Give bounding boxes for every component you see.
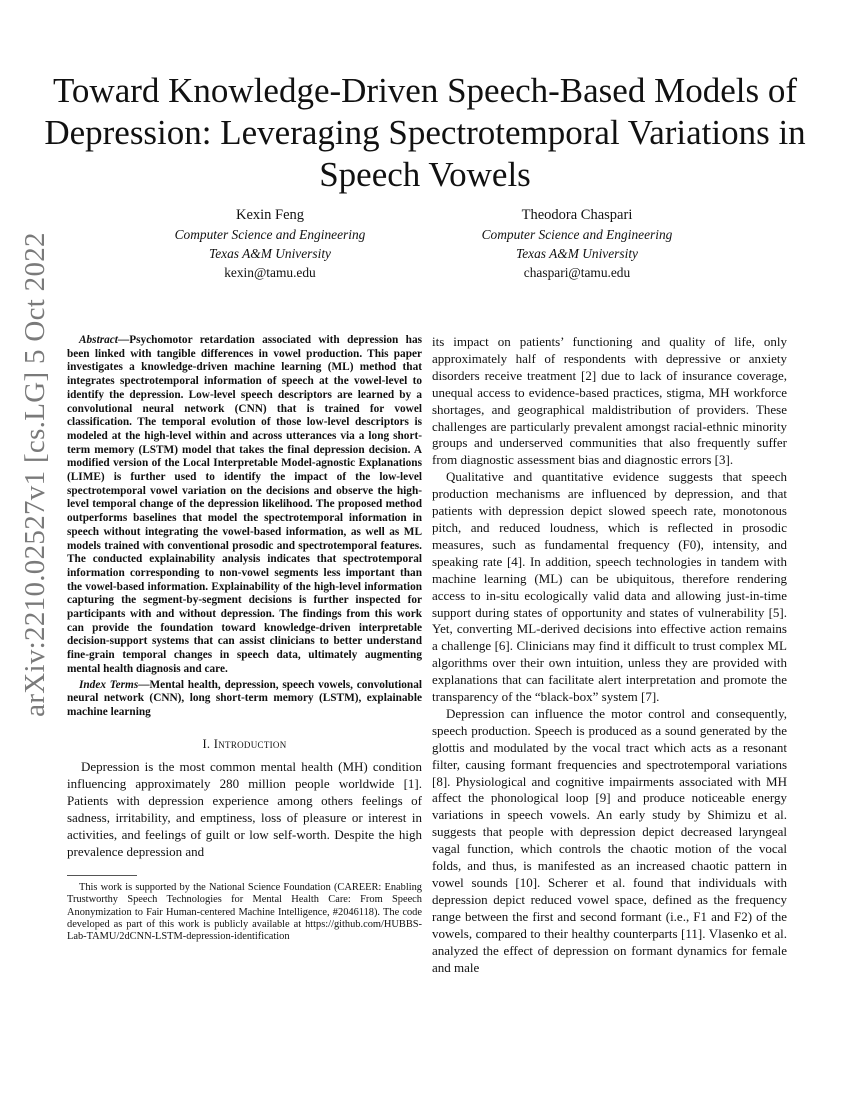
- author-department: Computer Science and Engineering: [481, 227, 673, 242]
- section-heading: I. Introduction: [202, 736, 287, 751]
- author-block-1: [120, 206, 420, 282]
- index-terms-label: Index Terms: [79, 678, 139, 691]
- author-block-2: [427, 206, 727, 282]
- left-column: [67, 334, 422, 944]
- author-email: chaspari@tamu.edu: [523, 265, 631, 280]
- body-paragraph: Depression can influence the motor control and consequently, speech production. Speech is produced as a sound generated by the glottis and modulated by the vocal tract which acts as a resonant filter, causing formant frequencies and spectrotemporal variations [8]. Physiological and cognitive impairments associated with MH affect the phonological loop [9] and produce noticeable energy variations in speech vowels. An early study by Shimizu et al. suggests that people with depression depict decreased laryngeal vagal function, which controls the chaotic motion of the vocal folds, and thus, is manifested as an increased chaotic pattern in vowel sounds [10]. Scherer et al. found that individuals with depression depict reduced vowel space, defined as the frequency range between the first and second formant (i.e., F1 and F2) of the vowels, compared to their healthy counterparts [11]. Vlasenko et al. analyzed the effect of depression on formant dynamics for female and male: [432, 705, 787, 975]
- abstract-text: —Psychomotor retardation associated with depression has been linked with tangible differences in vowel production. This paper investigates a knowledge-driven machine learning (ML) method that integrates spectrotemporal information of speech at the vowel-level to identify the depression. Low-level speech descriptors are learned by a convolutional neural network (CNN) that is trained for vowel classification. The temporal evolution of those low-level descriptors is modeled at the high-level within and across utterances via a long short-term memory (LSTM) model that takes the final depression decision. A modified version of the Local Interpretable Model-agnostic Explanations (LIME) is further used to identify the impact of the low-level spectrotemporal vowel variation on the decisions and observe the high-level temporal change of the depression likelihood. The proposed method outperforms baselines that model the spectrotemporal information in speech without integrating the vowel-based information, as well as ML models trained with conventional prosodic and spectrotemporal features. The conducted explainability analysis indicates that spectrotemporal information corresponding to non-vowel segments less important than the vowel-based information. Explainability of the high-level information capturing the segment-by-segment decisions is further inspected for participants with and without depression. The findings from this work can provide the foundation toward knowledge-driven interpretable decision-support systems that can assist clinicians to better understand fine-grain temporal changes in speech data, ultimately augmenting mental health diagnosis and care.: [67, 334, 422, 675]
- abstract: [67, 334, 422, 677]
- body-paragraph: Qualitative and quantitative evidence suggests that speech production mechanisms are influenced by depression, and that patients with depression depict slowed speech rate, monotonous pitch, and reduced loudness, which is reflected in prosodic measures, such as fundamental frequency (F0), intensity, and speaking rate [4]. In addition, speech technologies in tandem with machine learning (ML) can be ubiquitous, therefore rendering access to in-situ ecologically valid data and allowing just-in-time support during states of opportunity and states of vulnerability [5]. Yet, converting ML-derived decisions into effective action remains a challenge [6]. Clinicians may find it difficult to trust complex ML algorithms over their own intuition, unless they are provided with explanations that can facilitate alert interpretation and promote the transparency of the “black-box” system [7].: [432, 469, 787, 705]
- footnote: This work is supported by the National Science Foundation (CAREER: Enabling Trustworthy Speech Technologies for Mental Health Care: From Speech Anonymization to Fair Human-centered Machine Intelligence, #2046118). The code developed as part of this work is publicly available at https://github.com/HUBBS-Lab-TAMU/2dCNN-LSTM-depression-identification: [67, 881, 422, 943]
- intro-paragraph: Depression is the most common mental health (MH) condition influencing approximately 280 million people worldwide [1]. Patients with depression experience among others feelings of sadness, irritability, and emptiness, loss of pleasure or interest in activities, and feelings of guilt or low self-worth. Despite the high prevalence depression and: [67, 759, 422, 859]
- abstract-label: Abstract: [79, 334, 118, 346]
- index-terms: [67, 679, 422, 720]
- author-organization: Texas A&M University: [209, 246, 331, 261]
- author-organization: Texas A&M University: [516, 246, 638, 261]
- right-column: [432, 334, 787, 976]
- index-terms-text: —Mental health, depression, speech vowels, convolutional neural network (CNN), long short-term memory (LSTM), explainable machine learning: [67, 678, 422, 718]
- arxiv-identifier: arXiv:2210.02527v1 [cs.LG] 5 Oct 2022: [18, 231, 51, 717]
- author-name: Theodora Chaspari: [521, 207, 633, 223]
- footnote-divider: [67, 875, 137, 876]
- author-email: kexin@tamu.edu: [224, 265, 316, 280]
- author-name: Kexin Feng: [235, 207, 305, 223]
- body-paragraph: its impact on patients’ functioning and quality of life, only approximately half of respondents with depressive or anxiety disorders receive treatment [2] due to lack of insurance coverage, unequal access to evidence-based practices, stigma, MH workforce shortages, and geographical maldistribution of providers. These challenges are particularly prevalent amongst racial-ethnic minority groups and underserved communities that also frequently suffer from diagnostic assessment bias and diagnostic errors [3].: [432, 334, 787, 468]
- arxiv-stamp: [12, 231, 58, 717]
- paper-title: Toward Knowledge-Driven Speech-Based Models of Depression: Leveraging Spectrotemporal Variations in Speech Vowels: [44, 71, 806, 194]
- author-department: Computer Science and Engineering: [174, 227, 366, 242]
